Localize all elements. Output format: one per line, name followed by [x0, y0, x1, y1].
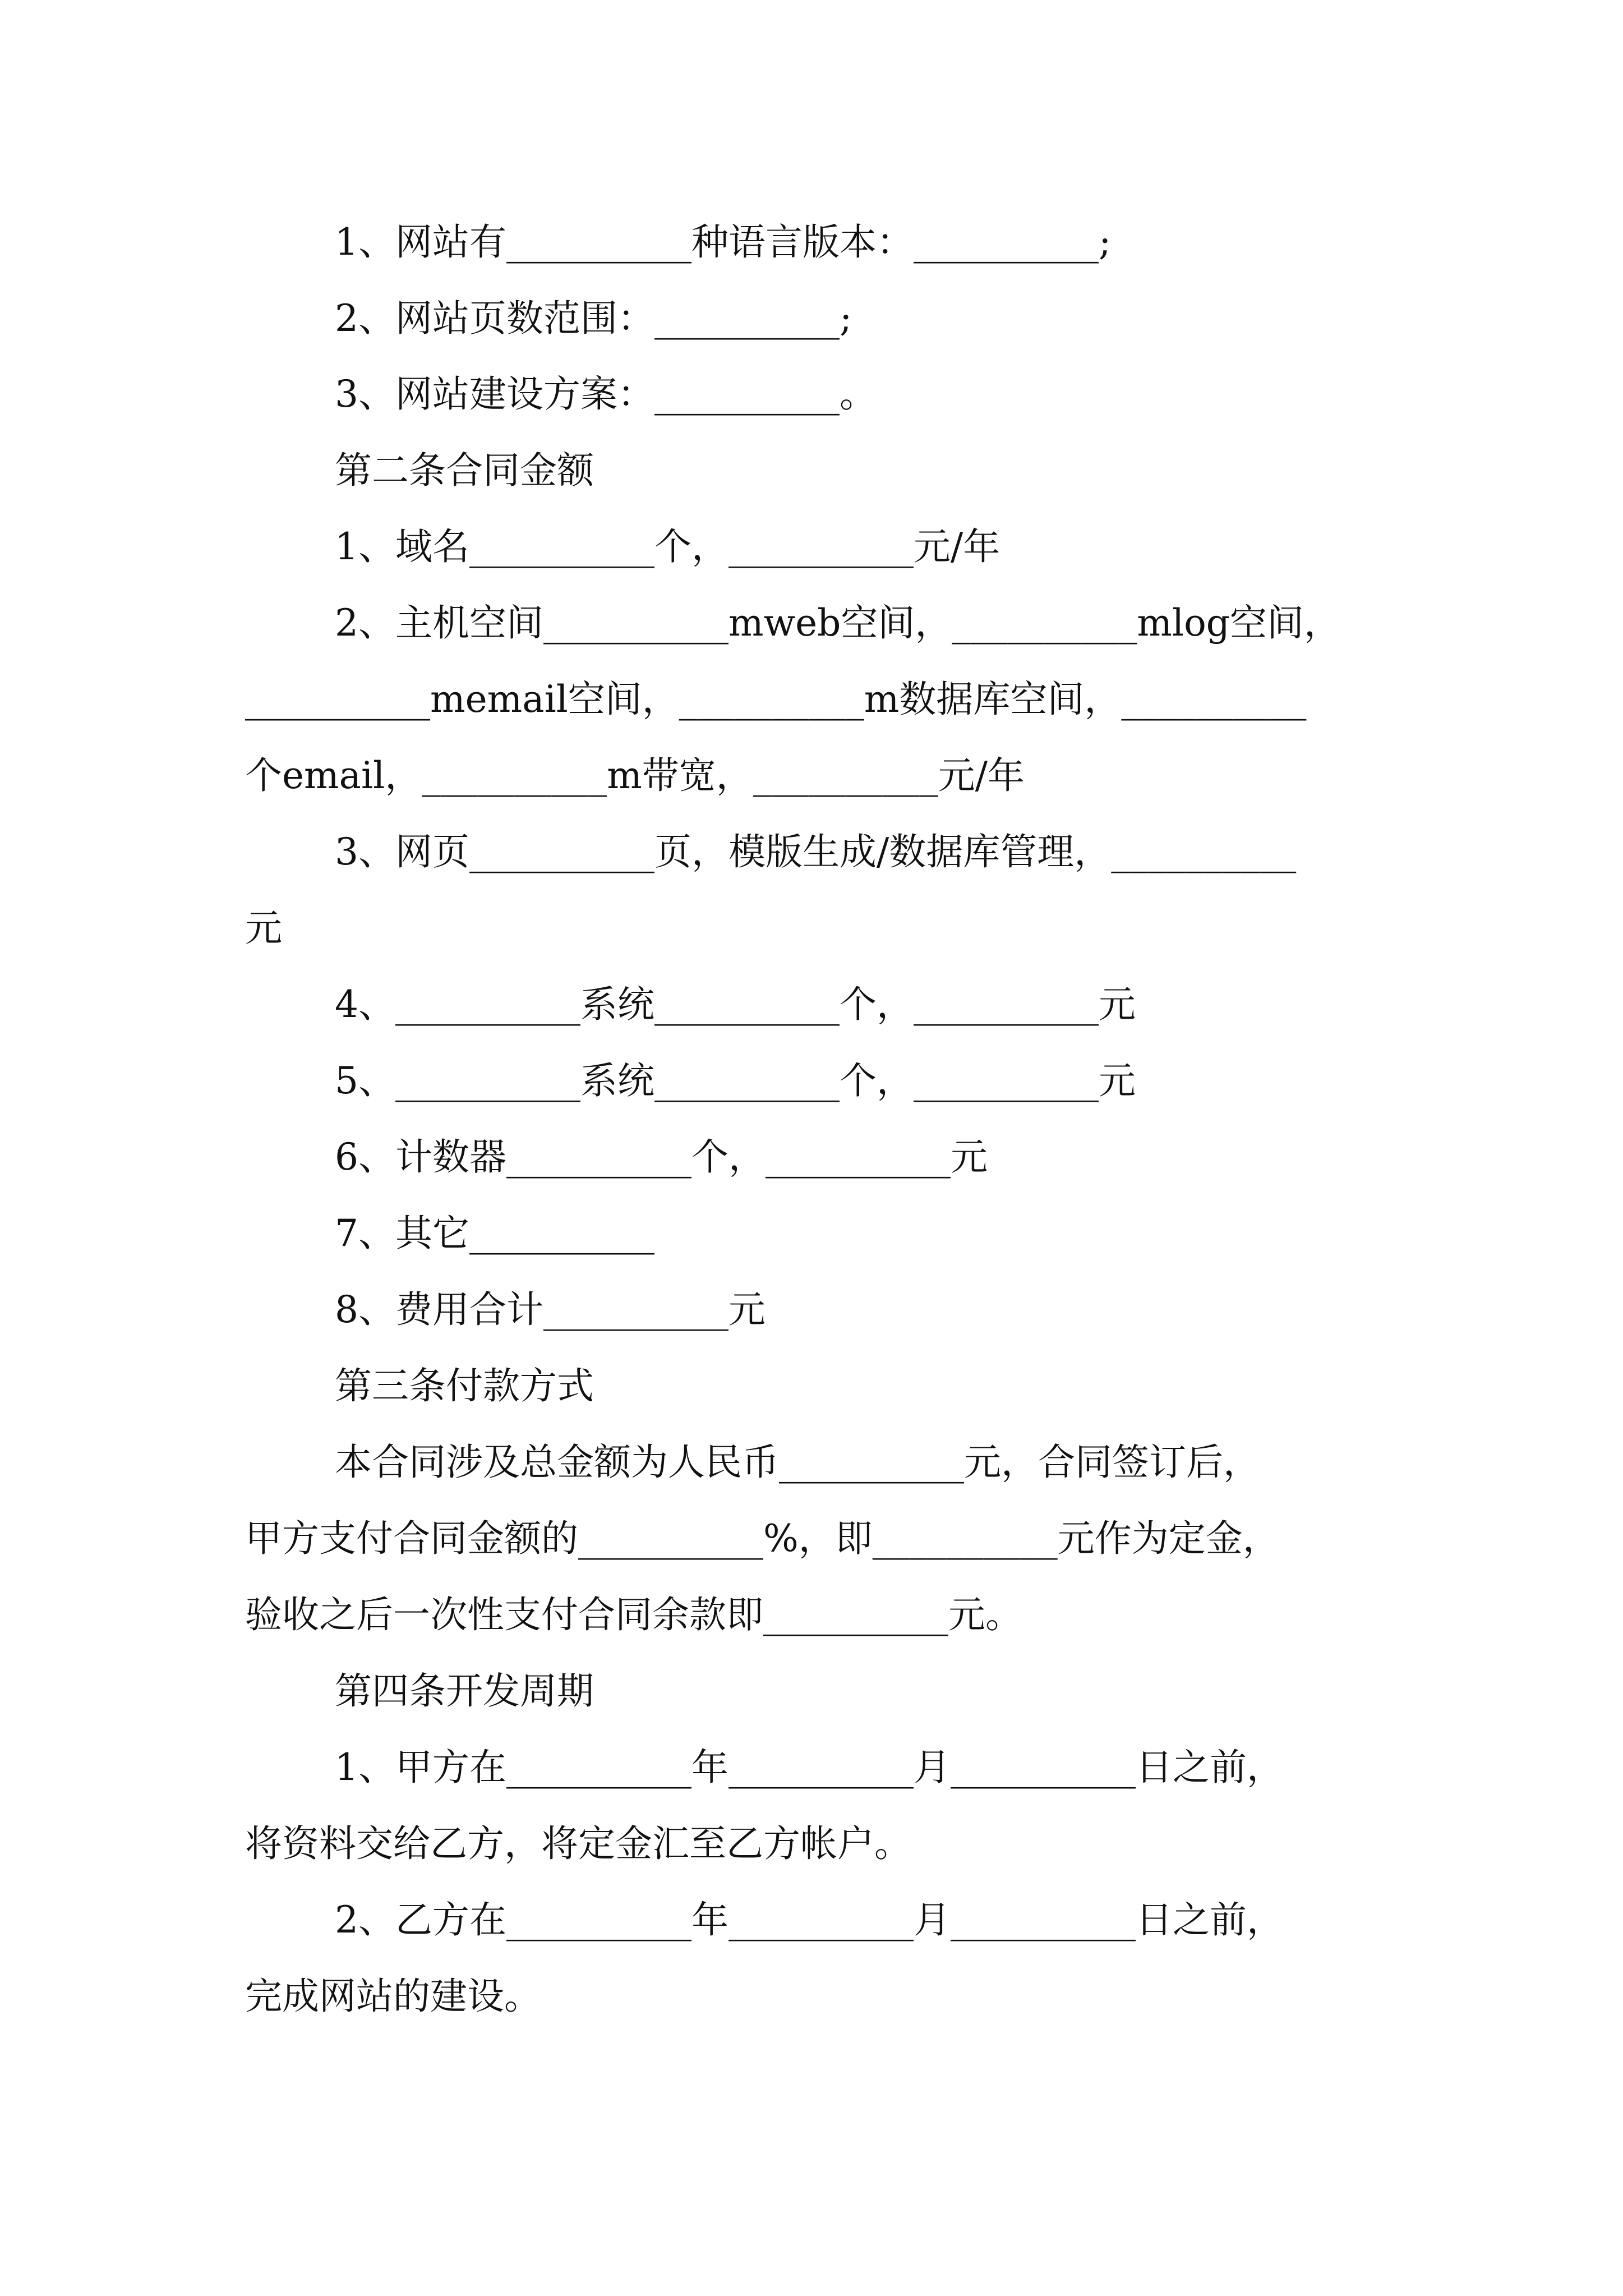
text-line: 1、域名__________个，__________元/年 [335, 525, 1000, 568]
text-line: 2、网站页数范围：__________; [335, 297, 852, 340]
section-heading: 第二条合同金额 [335, 449, 594, 492]
text-line: 本合同涉及总金额为人民币__________元，合同签订后， [335, 1441, 1260, 1484]
text-line: 元 [245, 907, 282, 950]
section-heading: 第四条开发周期 [335, 1669, 594, 1713]
text-line: 7、其它__________ [335, 1212, 654, 1255]
text-line: __________memail空间，__________m数据库空间，__________ [245, 678, 1307, 721]
text-line: 个email，__________m带宽，__________元/年 [245, 754, 1025, 797]
text-line: 1、甲方在__________年__________月__________日之前， [335, 1746, 1284, 1789]
text-line: 4、__________系统__________个，__________元 [335, 983, 1136, 1026]
text-line: 验收之后一次性支付合同余款即__________元。 [245, 1593, 1022, 1636]
text-line: 5、__________系统__________个，__________元 [335, 1059, 1136, 1102]
text-line: 2、乙方在__________年__________月__________日之前， [335, 1898, 1284, 1941]
text-line: 甲方支付合同金额的__________%，即__________元作为定金， [245, 1517, 1280, 1560]
text-line: 8、费用合计__________元 [335, 1288, 766, 1331]
text-line: 1、网站有__________种语言版本：__________; [335, 220, 1112, 264]
text-line: 将资料交给乙方，将定金汇至乙方帐户。 [245, 1822, 911, 1865]
text-line: 6、计数器__________个，__________元 [335, 1135, 988, 1179]
text-line: 2、主机空间__________mweb空间，__________mlog空间， [335, 601, 1341, 645]
section-heading: 第三条付款方式 [335, 1364, 594, 1407]
text-line: 完成网站的建设。 [245, 1975, 541, 2018]
text-line: 3、网站建设方案：__________。 [335, 372, 877, 416]
text-line: 3、网页__________页，模版生成/数据库管理，__________ [335, 830, 1297, 873]
